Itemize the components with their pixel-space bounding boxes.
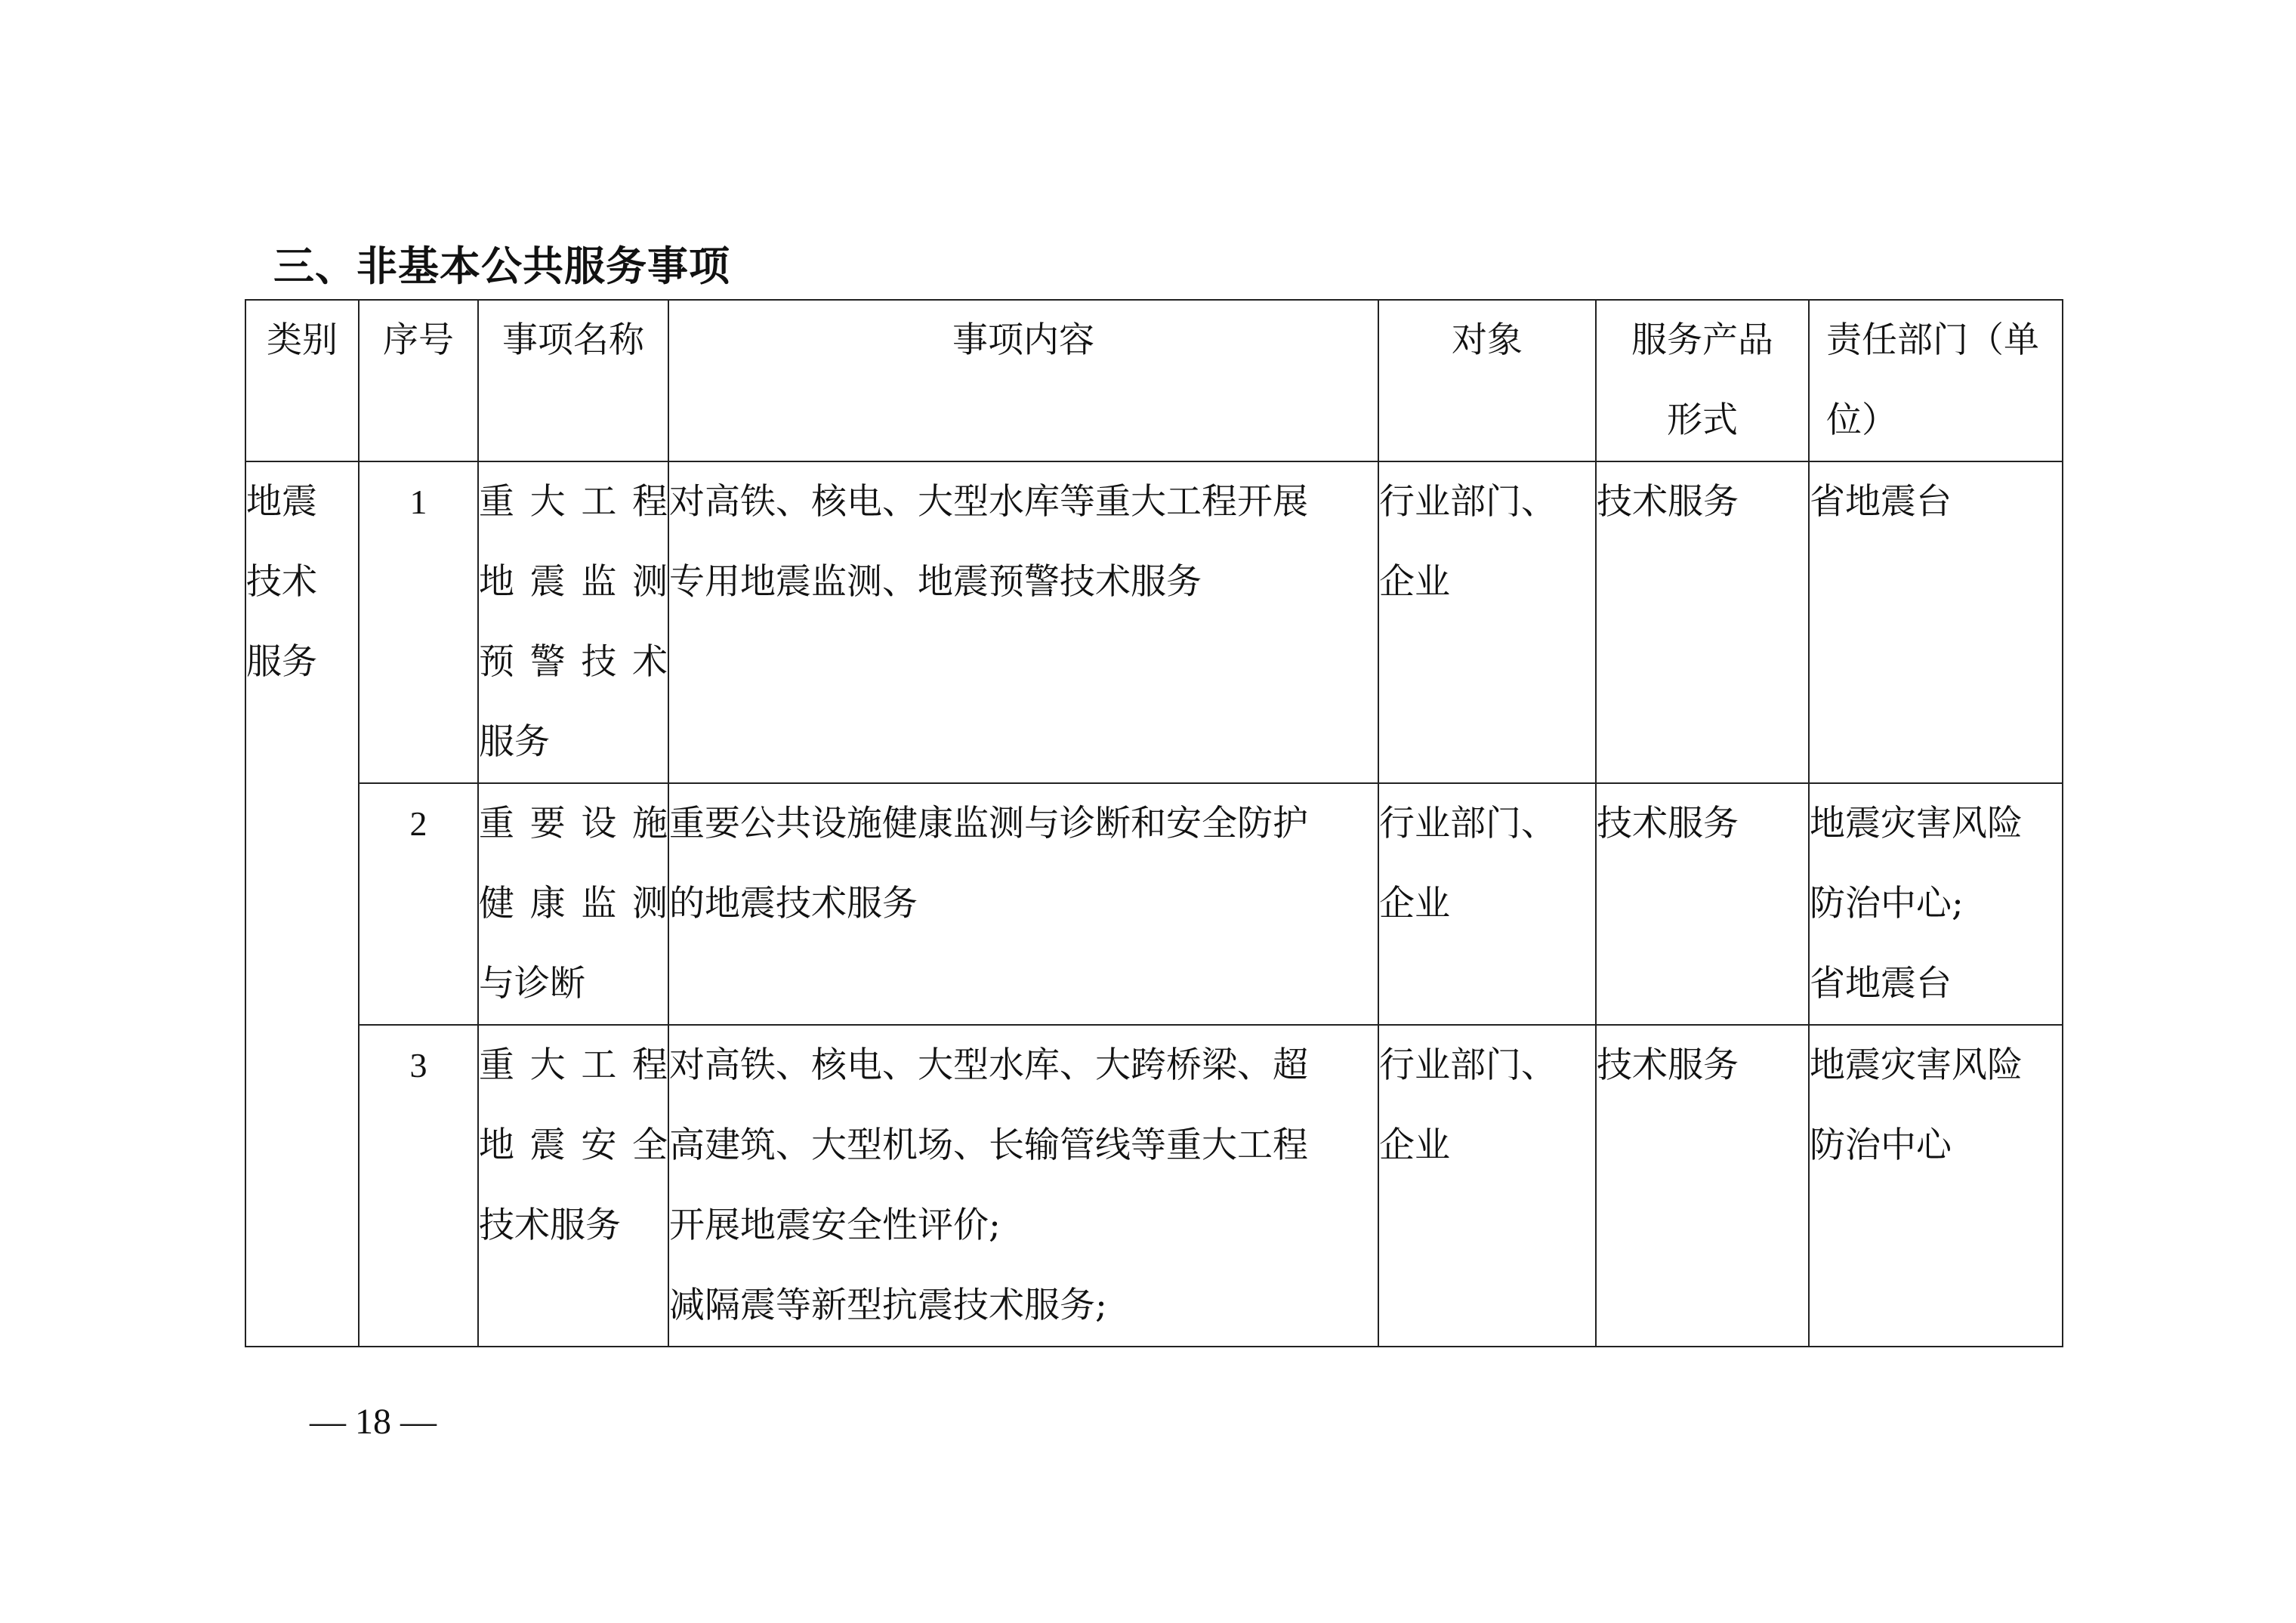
row-number: 1 <box>359 461 478 783</box>
item-name-line: 重要设施 <box>479 803 668 844</box>
section-title: 三、非基本公共服务事项 <box>273 242 730 290</box>
item-object-line: 行业部门、 <box>1379 481 1557 523</box>
item-name-line: 地震安全 <box>479 1125 668 1166</box>
item-dept-line: 地震灾害风险 <box>1810 1044 2023 1086</box>
header-dept-line2: 位） <box>1826 400 1897 441</box>
item-name-line: 地震监测 <box>479 561 668 603</box>
item-content <box>668 1025 1378 1347</box>
category-line: 服务 <box>246 641 317 683</box>
item-dept-line: 省地震台 <box>1810 481 1952 523</box>
table-row <box>245 783 2063 1025</box>
header-form-line2: 形式 <box>1667 400 1738 441</box>
item-form-line: 技术服务 <box>1597 481 1739 523</box>
item-form-line: 技术服务 <box>1597 803 1739 844</box>
header-category: 类别 <box>245 300 359 461</box>
item-object-line: 企业 <box>1379 561 1450 603</box>
page-number: — 18 — <box>310 1402 437 1442</box>
header-form <box>1596 300 1809 461</box>
item-object-line: 企业 <box>1379 883 1450 924</box>
services-table <box>245 299 2063 1347</box>
item-dept <box>1809 783 2063 1025</box>
table-header-row <box>245 300 2063 461</box>
item-name-line: 与诊断 <box>479 963 585 1004</box>
row-number: 3 <box>359 1025 478 1347</box>
item-content-line: 高建筑、大型机场、长输管线等重大工程 <box>669 1125 1308 1166</box>
item-form <box>1596 1025 1809 1347</box>
header-number: 序号 <box>359 300 478 461</box>
table-row <box>245 1025 2063 1347</box>
item-name-line: 重大工程 <box>479 481 668 523</box>
table-row <box>245 461 2063 783</box>
item-content-line: 重要公共设施健康监测与诊断和安全防护 <box>669 803 1308 844</box>
item-dept-line: 地震灾害风险 <box>1810 803 2023 844</box>
header-content: 事项内容 <box>668 300 1378 461</box>
category-cell <box>245 461 359 1347</box>
item-name-line: 健康监测 <box>479 883 668 924</box>
item-content-line: 开展地震安全性评价; <box>669 1205 1001 1246</box>
item-name-line: 技术服务 <box>479 1205 621 1246</box>
item-object-line: 企业 <box>1379 1125 1450 1166</box>
item-object <box>1378 1025 1596 1347</box>
category-line: 技术 <box>246 561 317 603</box>
item-object-line: 行业部门、 <box>1379 803 1557 844</box>
item-name <box>478 1025 668 1347</box>
header-form-line1: 服务产品 <box>1631 319 1773 361</box>
item-dept-line: 防治中心 <box>1810 1125 1952 1166</box>
category-line: 地震 <box>246 481 317 523</box>
item-form <box>1596 783 1809 1025</box>
item-content-line: 对高铁、核电、大型水库、大跨桥梁、超 <box>669 1044 1308 1086</box>
header-name: 事项名称 <box>478 300 668 461</box>
header-dept-line1: 责任部门（单 <box>1826 319 2039 361</box>
item-form <box>1596 461 1809 783</box>
row-number: 2 <box>359 783 478 1025</box>
item-content <box>668 783 1378 1025</box>
item-dept-line: 防治中心; <box>1810 883 1964 924</box>
item-dept-line: 省地震台 <box>1810 963 1952 1004</box>
header-dept <box>1809 300 2063 461</box>
item-content-line: 专用地震监测、地震预警技术服务 <box>669 561 1202 603</box>
item-name-line: 重大工程 <box>479 1044 668 1086</box>
item-dept <box>1809 461 2063 783</box>
item-content <box>668 461 1378 783</box>
item-name <box>478 783 668 1025</box>
header-object: 对象 <box>1378 300 1596 461</box>
item-content-line: 的地震技术服务 <box>669 883 918 924</box>
item-object-line: 行业部门、 <box>1379 1044 1557 1086</box>
item-dept <box>1809 1025 2063 1347</box>
item-object <box>1378 461 1596 783</box>
item-name-line: 服务 <box>479 721 550 763</box>
item-name-line: 预警技术 <box>479 641 668 683</box>
item-name <box>478 461 668 783</box>
item-content-line: 对高铁、核电、大型水库等重大工程开展 <box>669 481 1308 523</box>
item-content-line: 减隔震等新型抗震技术服务; <box>669 1285 1107 1326</box>
item-form-line: 技术服务 <box>1597 1044 1739 1086</box>
item-object <box>1378 783 1596 1025</box>
